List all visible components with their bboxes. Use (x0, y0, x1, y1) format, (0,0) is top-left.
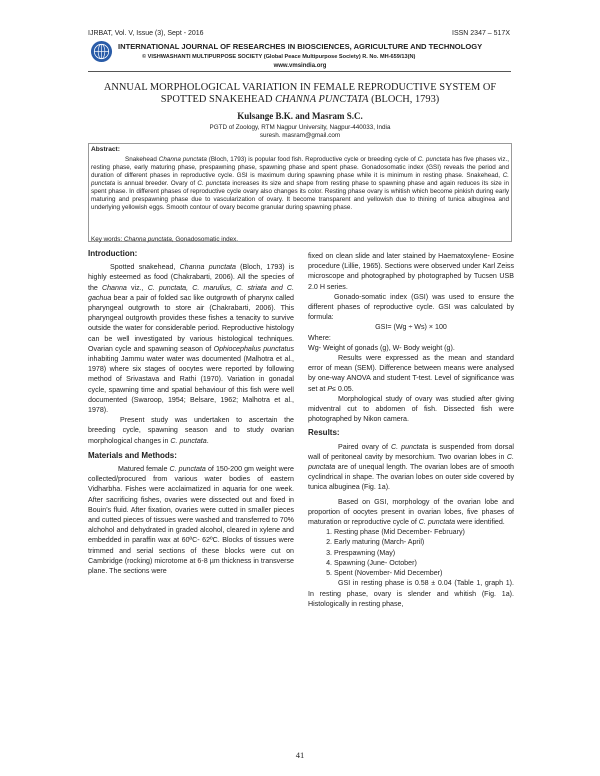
list-item: 3. Prespawning (May) (334, 548, 514, 558)
introduction-heading: Introduction: (88, 249, 138, 258)
page-number: 41 (295, 750, 305, 760)
list-item: 2. Early maturing (March- April) (334, 537, 514, 547)
issn: ISSN 2347 – 517X (452, 30, 510, 37)
methods-paragraph-3: Gonado-somatic index (GSI) was used to ensure the different phases of reproductive cycle. GSI was calculated by formula: (308, 292, 514, 322)
author-email[interactable]: suresh. masram@gmail.com (259, 132, 341, 139)
abstract-heading: Abstract: (91, 146, 120, 153)
keywords: Key words: Channa punctata, Gonadosomatic index. (91, 236, 239, 243)
right-column (308, 251, 514, 609)
where-definition: Wg- Weight of gonads (g), W- Body weight (g). (308, 343, 455, 352)
globe-icon (90, 40, 113, 63)
list-item: 5. Spent (November- Mid December) (334, 568, 514, 578)
website: www.vmsindia.org (273, 63, 327, 69)
results-paragraph-3: GSI in resting phase is 0.58 ± 0.04 (Table 1, graph 1). In resting phase, ovary is slender and whitish (Fig. 1a). Histologically in resting phase, (308, 579, 514, 608)
journal-citation: IJRBAT, Vol. V, Issue (3), Sept - 2016 (88, 30, 204, 37)
methods-paragraph-1: Matured female C. punctata of 150-200 gm weight were collected/procured from various water bodies of eastern Vidharbha. Fishes were acclaimatized in aquaria for one week. After sacrificing fishes, ovaries were dissected out and fixed in Bouin’s fluid. After fixation, ovaries were cutted in smaller pieces and cutted pieces of tissues were washed and transferred to 70% alchohol and dehydrated in graded alcohol, cleared in xylene and embedded in paraffin wax at 60ºC- 62ºC. Blocks of tissues were trimmed and serial sections of these blocks were cut on Cambridge (rocking) microtome at 6-8 µm thickness in transverse plane. The sections were (88, 465, 294, 576)
introduction-paragraph-2: Present study was undertaken to ascertain the breeding cycle, spawning season and to study ovarian morphological changes in C. punctata. (88, 416, 294, 445)
methods-paragraph-4: Results were expressed as the mean and standard error of mean (SEM). Difference between means were analysed by one-way ANOVA and student T-test. Level of significance was set at P≤ 0.05. (308, 354, 514, 393)
methods-heading: Materials and Methods: (88, 450, 177, 460)
phase-list (308, 527, 514, 578)
left-column (88, 247, 294, 576)
methods-paragraph-2: fixed on clean slide and later stained by Haematoxylene- Eosine procedure (Lillie, 1965). Sections were observed under Karl Zeiss microscope and photographed by photographed by Tucsen USB 2.0 H series. (308, 252, 514, 291)
results-heading: Results: (308, 428, 340, 438)
header-rule (88, 71, 511, 72)
list-item: 1. Resting phase (Mid December- February) (334, 527, 514, 537)
title-line-2: SPOTTED SNAKEHEAD CHANNA PUNCTATA (BLOCH, 1793) (160, 94, 440, 105)
title-line-1: ANNUAL MORPHOLOGICAL VARIATION IN FEMALE REPRODUCTIVE SYSTEM OF (103, 82, 497, 93)
list-item: 4. Spawning (June- October) (334, 558, 514, 568)
paper-title (88, 82, 512, 106)
results-paragraph-1: Paired ovary of C. punctata is suspended from dorsal wall of peritoneal cavity by mesorchium. Two ovarian lobes in C. punctata are of unequal length. The ovarian lobes are of smooth cyclindrical in shape. The ovarian lobes on outer side covered by tunica albuginea (Fig. 1a). (308, 442, 514, 492)
introduction-paragraph-1: Spotted snakehead, Channa punctata (Bloch, 1793) is highly esteemed as food (Chakrabarti, 2006). All the species of the Channa viz., C. punctata, C. marulius, C. striata and C. gachua bear a pair of folded sac like outgrowth of pharynx called pharyngeal outgrowth to store air (Chakrabarti, 2006). This pharyngeal outgrowth provides these fishes a tenacity to survive outside the water for considerable period. Reproductive histology can be well investigated by various histological techniques. Ovarian cycle and spawning season of Ophiocephalus punctatus inhabiting Jammu water water was documented (Malhotra et al., 1978) where six stages of oocytes were reported by following method of Srivastava and Rathi (1970). Variation in gonadal cycle, spawning time and spatial behaviour of this fish were well documented (Swaroop, 1954; Belsare, 1962; Malhotra et al., 1978). (88, 263, 294, 415)
where-label: Where: (308, 333, 331, 342)
results-paragraph-2: Based on GSI, morphology of the ovarian lobe and proportion of oocytes present in ovarian lobes, five phases of maturation or reproductive cycle of C. punctata were identified. (308, 497, 514, 527)
methods-paragraph-5: Morphological study of ovary was studied after giving midventral cut to abdomen of fish. Dissected fish were photographed by Nikon camera. (308, 394, 514, 424)
society-line: © VISHWASHANTI MULTIPURPOSE SOCIETY (Global Peace Multipurpose Society) R. No. MH-659/13(N) (142, 54, 416, 60)
abstract-text: Snakehead Channa punctata (Bloch, 1793) is popular food fish. Reproductive cycle or breeding cycle of C. punctata has five phases viz., resting phase, early maturing phase, prespawning phase, spawning phase and spent phase. Gonadosomatic index (GSI) reveals the period and duration of different phases in reproductive cycle. GSI is maximum during spawning phase while it is minimum in resting phase. Snakehead, C. punctata is annual breeder. Ovary of C. punctata increases its size and shape from resting phase to spawning phase and again reduces its size in spent phase. In different phases of reproductive cycle ovary also changes its color. Resting phase ovary is whitish which become pinkish during early maturing and prespawning phase due to vascularization of ovary. It become transparent and yellowish due to thining of tunica albuginea and underlying yellowish eggs. Smooth contour of ovary become granular during spawning phase. (91, 156, 509, 211)
journal-name: INTERNATIONAL JOURNAL OF RESEARCHES IN BIOSCIENCES, AGRICULTURE AND TECHNOLOGY (118, 42, 483, 51)
affiliation: PGTD of Zoology, RTM Nagpur University, Nagpur-440033, India (209, 124, 391, 131)
authors: Kulsange B.K. and Masram S.C. (237, 111, 363, 121)
gsi-formula: GSI= (Wg ÷ Ws) × 100 (375, 323, 447, 332)
